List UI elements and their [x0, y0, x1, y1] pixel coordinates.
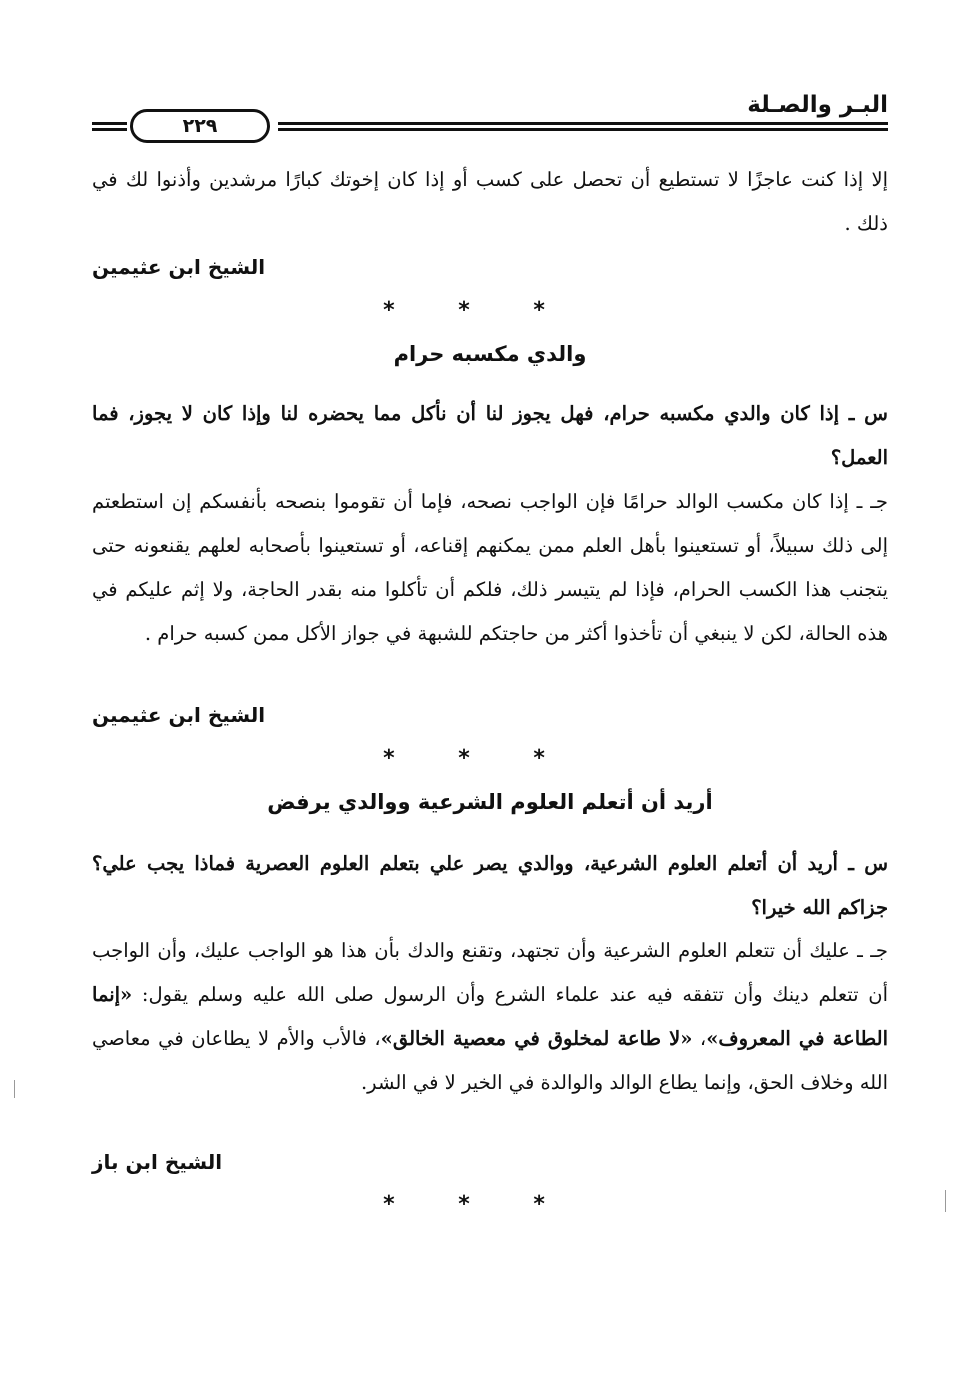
answer-text	[92, 929, 888, 1105]
page-header	[92, 92, 888, 142]
author-signature: الشيخ ابن عثيمين	[92, 255, 266, 279]
paragraph-continuation: إلا إذا كنت عاجزًا لا تستطيع أن تحصل على كسب أو إذا كان إخوتك كبارًا مرشدين وأذنوا لك في ذلك .	[92, 168, 888, 235]
running-title: البـر والصـلة	[747, 92, 888, 118]
answer-text: جـ ـ إذا كان مكسب الوالد حرامًا فإن الواجب نصحه، فإما أن تقوموا بنصحه بأنفسكم إن استطعتم إلى ذلك سبيلاً، أو تستعينوا بأهل العلم ممن يمكنهم إقناعه، أو تستعينوا بأصحابه لعلهم يقنعونه حتى يتجنب هذا الكسب الحرام، فإذا لم يتيسر ذلك، فلكم أن تأكلوا منه بقدر الحاجة، ولا إثم عليكم في هذه الحالة، لكن لا ينبغي أن تأخذوا أكثر من حاجتكم للشبهة في جواز الأكل ممن كسبه حرام .	[92, 490, 888, 645]
author-signature: الشيخ ابن عثيمين	[92, 703, 266, 727]
section-heading: والدي مكسبه حرام	[393, 342, 587, 366]
hadith-quote: «إنما الطاعة في المعروف»	[92, 983, 888, 1050]
section-heading: أريد أن أتعلم العلوم الشرعية ووالدي يرفض	[267, 790, 713, 814]
page-number: ٢٢٩	[130, 109, 270, 143]
separator: ،	[692, 1027, 707, 1050]
scan-artifact	[945, 1190, 946, 1212]
question-text: س ـ إذا كان والدي مكسبه حرام، فهل يجوز لنا أن نأكل مما يحضره لنا وإذا كان لا يجوز، فما العمل؟	[92, 402, 888, 469]
author-signature: الشيخ ابن باز	[92, 1150, 223, 1174]
question-text: س ـ أريد أن أتعلم العلوم الشرعية، ووالدي يصر علي بتعلم العلوم العصرية فماذا يجب علي؟ جزاكم الله خيرا؟	[92, 852, 888, 919]
answer-text-part: ، فالأب والأم لا يطاعان في معاصي الله وخلاف الحق، وإنما يطاع الوالد والوالدة في الخير لا في الشر.	[92, 1027, 888, 1094]
scan-artifact	[14, 1080, 15, 1098]
header-rule-short	[92, 122, 127, 131]
section-divider: * * *	[383, 1192, 573, 1217]
section-divider: * * *	[383, 298, 573, 323]
answer-text-part: جـ ـ عليك أن تتعلم العلوم الشرعية وأن تجتهد، وتقنع والدك بأن هذا هو الواجب عليك، وأن الواجب أن تتعلم دينك وأن تتفقه فيه عند علماء الشرع وأن الرسول صلى الله عليه وسلم يقول:	[92, 939, 888, 1006]
section-divider: * * *	[383, 746, 573, 771]
header-rule	[278, 122, 888, 131]
hadith-quote: «لا طاعة لمخلوق في معصية الخالق»	[380, 1027, 693, 1050]
